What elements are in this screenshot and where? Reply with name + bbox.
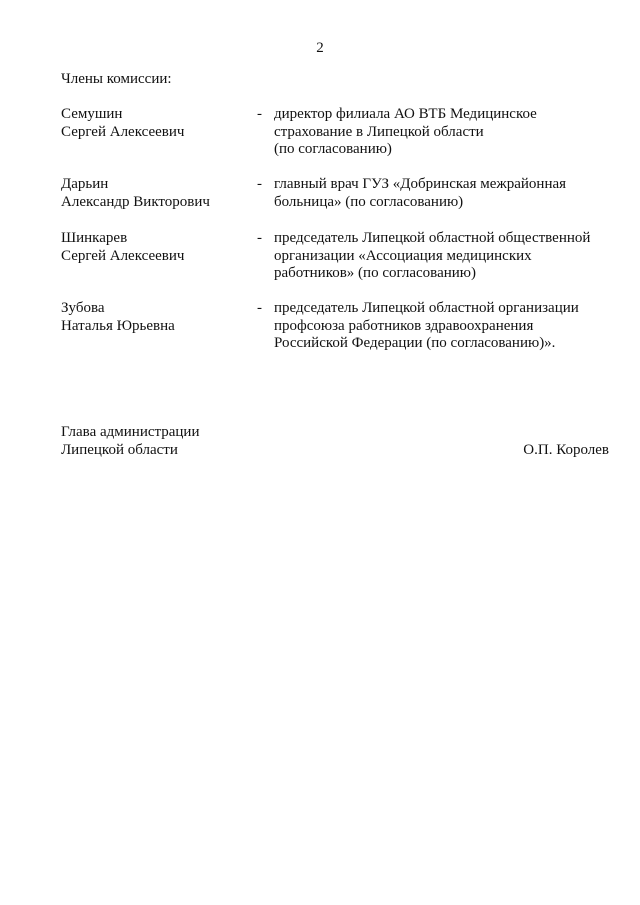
member-position-line: профсоюза работников здравоохранения <box>274 317 534 334</box>
member-dash: - <box>257 176 262 192</box>
member-position <box>274 176 566 211</box>
member-surname: Зубова <box>61 300 105 316</box>
member-dash: - <box>257 300 262 316</box>
page-number: 2 <box>316 40 324 56</box>
member-name <box>61 300 175 335</box>
member-name <box>61 106 184 141</box>
member-position <box>274 230 590 283</box>
member-position-line: страхование в Липецкой области <box>274 123 484 140</box>
member-position-line: больница» (по согласованию) <box>274 193 464 210</box>
member-given-names: Александр Викторович <box>61 193 210 210</box>
member-position-line: председатель Липецкой областной организации <box>274 300 579 316</box>
signatory-title <box>61 424 199 459</box>
member-position-line: (по согласованию) <box>274 141 392 157</box>
member-position-line: директор филиала АО ВТБ Медицинское <box>274 106 537 122</box>
commission-members-heading: Члены комиссии: <box>61 71 172 87</box>
member-given-names: Сергей Алексеевич <box>61 123 185 140</box>
member-position <box>274 106 537 159</box>
signatory-title-line: Липецкой области <box>61 441 178 458</box>
member-given-names: Сергей Алексеевич <box>61 247 185 264</box>
member-position-line: главный врач ГУЗ «Добринская межрайонная <box>274 176 567 192</box>
member-position-line: председатель Липецкой областной общественной <box>274 230 591 246</box>
member-dash: - <box>257 230 262 246</box>
member-dash: - <box>257 106 262 122</box>
member-surname: Семушин <box>61 106 123 122</box>
member-name <box>61 176 210 211</box>
member-given-names: Наталья Юрьевна <box>61 317 175 334</box>
member-position-line: работников» (по согласованию) <box>274 265 476 281</box>
member-name <box>61 230 184 265</box>
signatory-title-line: Глава администрации <box>61 424 200 440</box>
member-position-line: организации «Ассоциация медицинских <box>274 247 532 264</box>
member-surname: Дарьин <box>61 176 109 192</box>
signatory-name: О.П. Королев <box>523 442 609 458</box>
member-surname: Шинкарев <box>61 230 128 246</box>
member-position <box>274 300 579 353</box>
member-position-line: Российской Федерации (по согласованию)». <box>274 335 556 351</box>
